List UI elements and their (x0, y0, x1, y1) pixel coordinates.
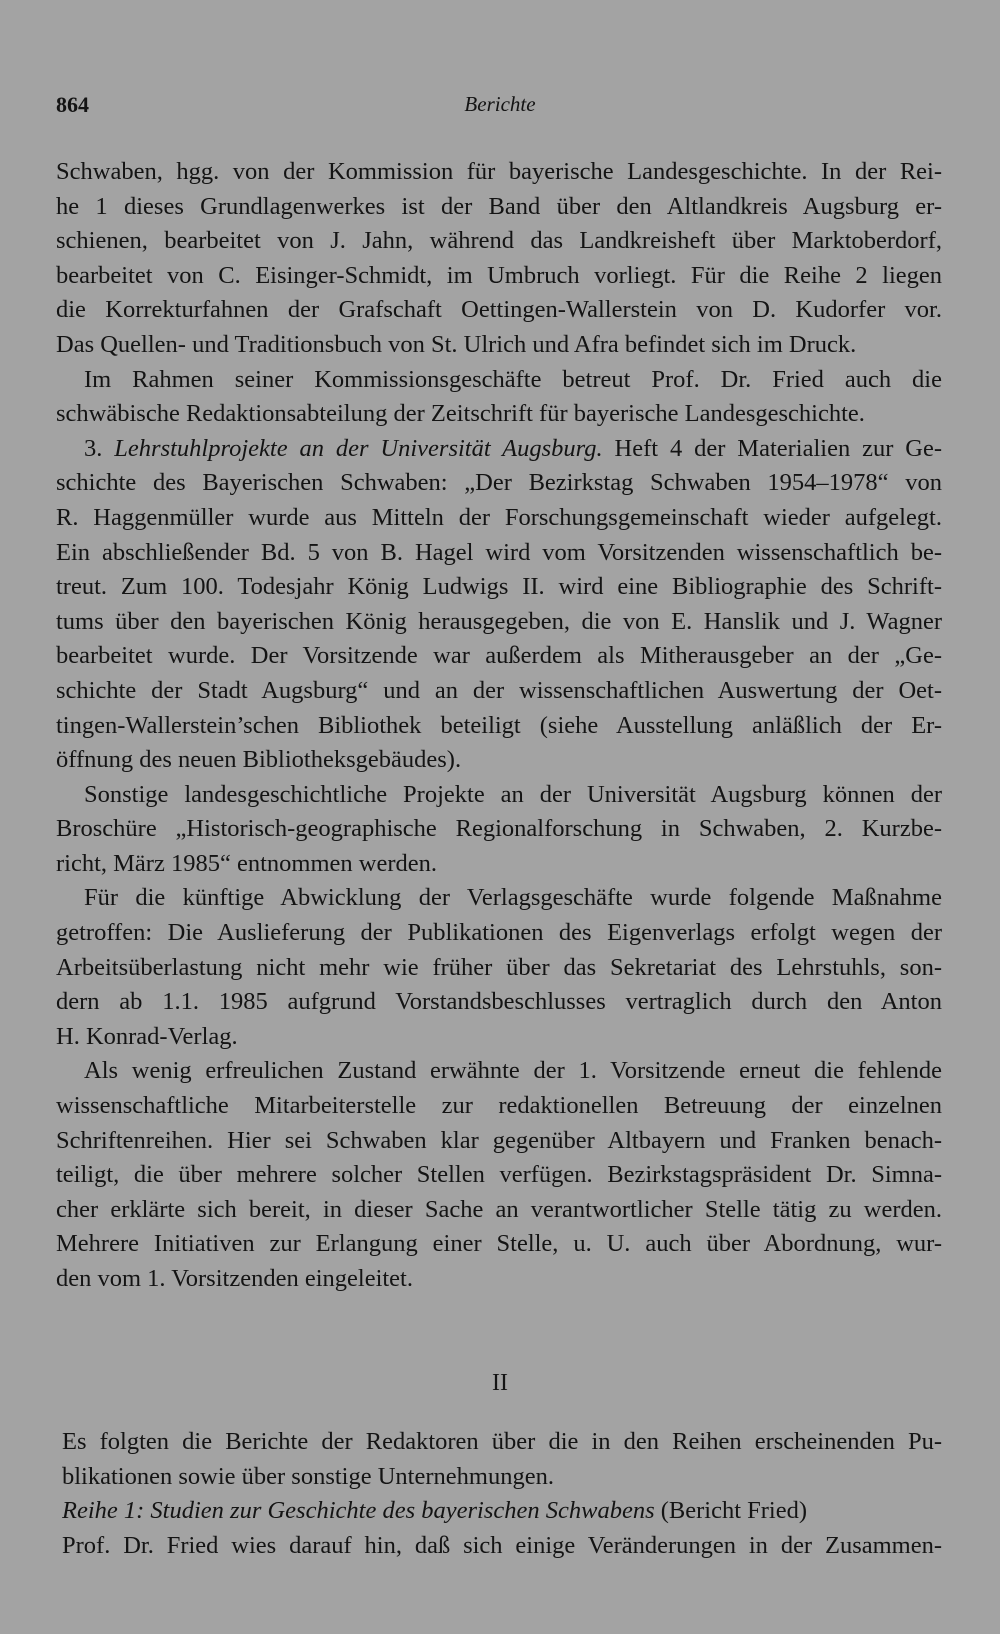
text-line: he 1 dieses Grundlagenwerkes ist der Band über den Altlandkreis Augsburg er- (56, 192, 942, 220)
item-3-number: 3. (84, 434, 115, 462)
item-3-heading-line (56, 432, 942, 467)
text-line: Mehrere Initiativen zur Erlangung einer Stelle, u. U. auch über Abordnung, wur- (56, 1230, 942, 1258)
page-header (0, 92, 1000, 126)
text-line: Schwaben, hgg. von der Kommission für bayerische Landesgeschichte. In der Rei- (56, 158, 942, 185)
text-line: treut. Zum 100. Todesjahr König Ludwigs II. wird eine Bibliographie des Schrift- (56, 573, 942, 601)
text-line: Im Rahmen seiner Kommissionsgeschäfte betreut Prof. Dr. Fried auch die (84, 365, 942, 393)
text-line: dern ab 1.1. 1985 aufgrund Vorstandsbeschlusses vertraglich durch den Anton (56, 988, 942, 1016)
text-line: schichte des Bayerischen Schwaben: „Der Bezirkstag Schwaben 1954–1978“ von (56, 469, 942, 497)
text-line: Schriftenreihen. Hier sei Schwaben klar gegenüber Altbayern und Franken benach- (56, 1126, 942, 1154)
text-line: schichte der Stadt Augsburg“ und an der wissenschaftlichen Auswertung der Oet- (56, 676, 942, 704)
text-line: Das Quellen- und Traditionsbuch von St. Ulrich und Afra befindet sich im Druck. (56, 330, 857, 358)
text-line: Sonstige landesgeschichtliche Projekte an der Universität Augsburg können der (84, 780, 942, 808)
text-line: blikationen sowie über sonstige Unternehmungen. (62, 1462, 554, 1490)
text-line: getroffen: Die Auslieferung der Publikationen des Eigenverlags erfolgt wegen der (56, 919, 942, 947)
text-line: teiligt, die über mehrere solcher Stellen verfügen. Bezirkstagspräsident Dr. Simna- (56, 1161, 942, 1189)
text-line: bearbeitet von C. Eisinger-Schmidt, im Umbruch vorliegt. Für die Reihe 2 liegen (56, 261, 942, 289)
text-line: Für die künftige Abwicklung der Verlagsgeschäfte wurde folgende Maßnahme (84, 884, 942, 912)
text-line: richt, März 1985“ entnommen werden. (56, 849, 437, 877)
text-line: Ein abschließender Bd. 5 von B. Hagel wird vom Vorsitzenden wissenschaftlich be- (56, 538, 942, 566)
section-heading: II (492, 1370, 508, 1396)
text-line: Prof. Dr. Fried wies darauf hin, daß sich einige Veränderungen in der Zusammen- (62, 1531, 942, 1559)
text-line: tums über den bayerischen König herausgegeben, die von E. Hanslik und J. Wagner (56, 607, 942, 635)
text-line: Es folgten die Berichte der Redaktoren über die in den Reihen erscheinenden Pu- (62, 1428, 942, 1455)
text-line: H. Konrad-Verlag. (56, 1022, 238, 1050)
text-line: tingen-Wallerstein’schen Bibliothek beteiligt (siehe Ausstellung anläßlich der Er- (56, 711, 942, 739)
text-line: Als wenig erfreulichen Zustand erwähnte der 1. Vorsitzende erneut die fehlende (84, 1057, 942, 1085)
item-3-title: Lehrstuhlprojekte an der Universität Augsburg. (114, 434, 603, 462)
series-heading-line (62, 1494, 942, 1529)
text-line: Broschüre „Historisch-geographische Regionalforschung in Schwaben, 2. Kurzbe- (56, 815, 942, 843)
text-line: öffnung des neuen Bibliotheksgebäudes). (56, 746, 462, 774)
text-line: die Korrekturfahnen der Grafschaft Oettingen-Wallerstein von D. Kudorfer vor. (56, 296, 942, 324)
section-text (62, 1425, 942, 1563)
text-line: bearbeitet wurde. Der Vorsitzende war außerdem als Mitherausgeber an der „Ge- (56, 642, 942, 670)
text-line: wissenschaftliche Mitarbeiterstelle zur redaktionellen Betreuung der einzelnen (56, 1092, 942, 1120)
text-line: den vom 1. Vorsitzenden eingeleitet. (56, 1265, 413, 1292)
text-line: Arbeitsüberlastung nicht mehr wie früher über das Sekretariat des Lehrstuhls, son- (56, 953, 942, 981)
item-3-rest: Heft 4 der Materialien zur Ge- (602, 434, 942, 462)
series-title: Reihe 1: Studien zur Geschichte des bayerischen Schwabens (62, 1497, 655, 1525)
body-text (56, 155, 942, 1297)
text-line: cher erklärte sich bereit, in dieser Sache an verantwortlicher Stelle tätig zu werden. (56, 1195, 942, 1223)
text-line: schienen, bearbeitet von J. Jahn, während das Landkreisheft über Marktoberdorf, (56, 227, 942, 255)
page-number: 864 (56, 92, 89, 117)
text-line: schwäbische Redaktionsabteilung der Zeitschrift für bayerische Landesgeschichte. (56, 400, 865, 428)
text-line: R. Haggenmüller wurde aus Mitteln der Forschungsgemeinschaft wieder aufgelegt. (56, 503, 942, 531)
running-title: Berichte (464, 92, 536, 116)
series-note: (Bericht Fried) (654, 1497, 808, 1525)
